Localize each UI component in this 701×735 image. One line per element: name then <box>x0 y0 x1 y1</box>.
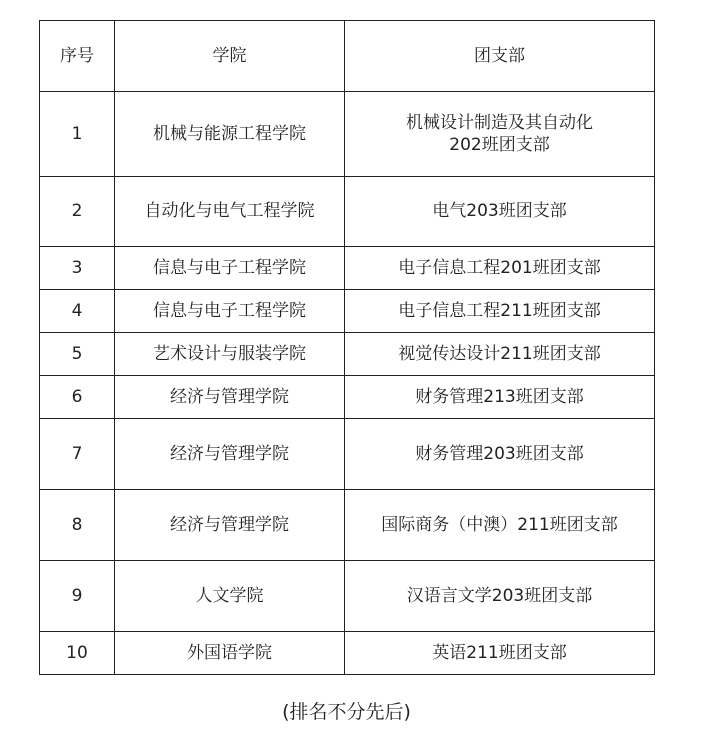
row-branch-line1: 机械设计制造及其自动化 <box>406 112 593 133</box>
row-branch: 汉语言文学203班团支部 <box>345 561 655 632</box>
row-number: 6 <box>40 376 115 419</box>
table-row <box>40 290 655 333</box>
table-row <box>40 632 655 675</box>
header-number: 序号 <box>40 21 115 92</box>
row-college: 经济与管理学院 <box>115 490 345 561</box>
table-row <box>40 92 655 177</box>
row-branch: 财务管理213班团支部 <box>345 376 655 419</box>
row-branch: 国际商务（中澳）211班团支部 <box>345 490 655 561</box>
row-number: 3 <box>40 247 115 290</box>
row-branch: 电子信息工程211班团支部 <box>345 290 655 333</box>
row-college: 自动化与电气工程学院 <box>115 177 345 247</box>
row-branch: 电气203班团支部 <box>345 177 655 247</box>
table-row <box>40 177 655 247</box>
row-number: 7 <box>40 419 115 490</box>
row-number: 9 <box>40 561 115 632</box>
row-branch-line2: 202班团支部 <box>449 135 550 155</box>
row-number: 2 <box>40 177 115 247</box>
table-header-row <box>40 21 655 92</box>
header-branch: 团支部 <box>345 21 655 92</box>
table-row <box>40 490 655 561</box>
row-number: 10 <box>40 632 115 675</box>
row-branch: 电子信息工程201班团支部 <box>345 247 655 290</box>
row-branch <box>345 92 655 177</box>
row-college: 机械与能源工程学院 <box>115 92 345 177</box>
row-number: 5 <box>40 333 115 376</box>
header-college: 学院 <box>115 21 345 92</box>
row-number: 8 <box>40 490 115 561</box>
row-college: 信息与电子工程学院 <box>115 247 345 290</box>
row-number: 1 <box>40 92 115 177</box>
row-branch: 财务管理203班团支部 <box>345 419 655 490</box>
row-branch: 视觉传达设计211班团支部 <box>345 333 655 376</box>
table-row <box>40 419 655 490</box>
row-college: 外国语学院 <box>115 632 345 675</box>
row-college: 人文学院 <box>115 561 345 632</box>
table-row <box>40 333 655 376</box>
row-college: 经济与管理学院 <box>115 419 345 490</box>
row-branch: 英语211班团支部 <box>345 632 655 675</box>
ranking-table <box>39 20 655 675</box>
table-row <box>40 247 655 290</box>
footnote: (排名不分先后) <box>282 701 411 723</box>
row-number: 4 <box>40 290 115 333</box>
row-college: 艺术设计与服装学院 <box>115 333 345 376</box>
table-row <box>40 376 655 419</box>
row-college: 信息与电子工程学院 <box>115 290 345 333</box>
row-college: 经济与管理学院 <box>115 376 345 419</box>
table-row <box>40 561 655 632</box>
